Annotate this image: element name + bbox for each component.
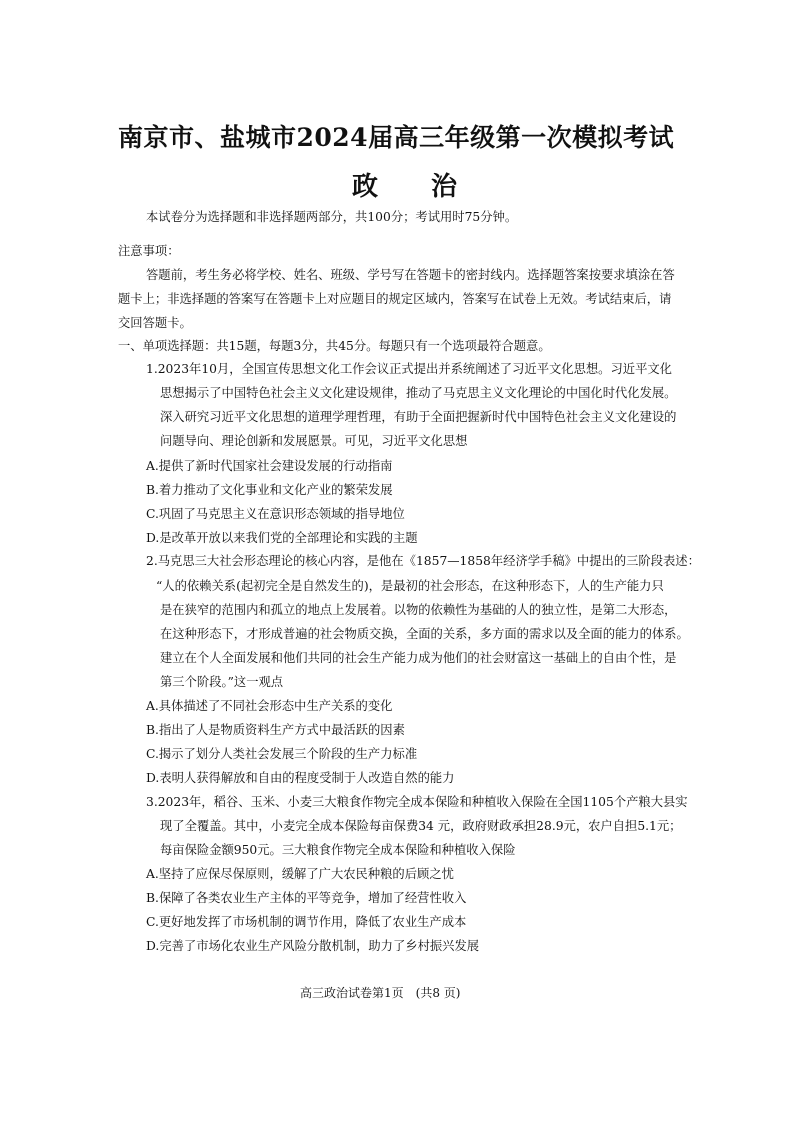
notice-line: 交回答题卡。 xyxy=(118,316,192,330)
subject-title: 政 治 xyxy=(352,172,480,202)
question-3-stem: 3.2023年，稻谷、玉米、小麦三大粮食作物完全成本保险和种植收入保险在全国1105个产粮大县实 xyxy=(146,795,688,809)
question-3-option-a: A.坚持了应保尽保原则，缓解了广大农民种粮的后顾之忧 xyxy=(146,867,454,881)
question-3-stem: 每亩保险金额950元。三大粮食作物完全成本保险和种植收入保险 xyxy=(160,843,516,857)
question-1-option-c: C.巩固了马克思主义在意识形态领域的指导地位 xyxy=(146,507,405,521)
question-3-option-c: C.更好地发挥了市场机制的调节作用，降低了农业生产成本 xyxy=(146,915,467,929)
question-2-stem: 在这种形态下，才形成普遍的社会物质交换，全面的关系，多方面的需求以及全面的能力的体系。 xyxy=(160,627,689,641)
question-1-option-a: A.提供了新时代国家社会建设发展的行动指南 xyxy=(146,459,393,473)
question-1-option-d: D.是改革开放以来我们党的全部理论和实践的主题 xyxy=(146,531,418,545)
question-2-option-d: D.表明人获得解放和自由的程度受制于人改造自然的能力 xyxy=(146,771,455,785)
notice-line: 答题前，考生务必将学校、姓名、班级、学号写在答题卡的密封线内。选择题答案按要求填涂在答 xyxy=(146,268,675,282)
notice-line: 题卡上；非选择题的答案写在答题卡上对应题目的规定区域内，答案写在试卷上无效。考试结束后，请 xyxy=(118,292,672,306)
question-3-option-b: B.保障了各类农业生产主体的平等竞争，增加了经营性收入 xyxy=(146,891,467,905)
exam-title: 南京市、盐城市2024届高三年级第一次模拟考试 xyxy=(118,123,675,152)
section-heading: 一、单项选择题：共15题，每题3分，共45分。每题只有一个选项最符合题意。 xyxy=(118,339,551,353)
question-2-option-a: A.具体描述了不同社会形态中生产关系的变化 xyxy=(146,699,393,713)
question-2-stem: 建立在个人全面发展和他们共同的社会生产能力成为他们的社会财富这一基础上的自由个性，是 xyxy=(160,651,677,665)
question-1-stem: 问题导向、理论创新和发展愿景。可见，习近平文化思想 xyxy=(160,434,468,448)
question-2-stem: 第三个阶段。”这一观点 xyxy=(160,675,284,689)
question-1-stem: 深入研究习近平文化思想的道理学理哲理，有助于全面把握新时代中国特色社会主义文化建设的 xyxy=(160,410,677,424)
question-2-option-b: B.指出了人是物质资料生产方式中最活跃的因素 xyxy=(146,723,405,737)
question-1-option-b: B.着力推动了文化事业和文化产业的繁荣发展 xyxy=(146,483,393,497)
intro-text: 本试卷分为选择题和非选择题两部分，共100分；考试用时75分钟。 xyxy=(146,210,518,224)
question-1-stem: 思想揭示了中国特色社会主义文化建设规律，推动了马克思主义文化理论的中国化时代化发展。 xyxy=(160,386,677,400)
question-2-stem: 2.马克思三大社会形态理论的核心内容，是他在《1857—1858年经济学手稿》中提出的三阶段表述： xyxy=(146,554,700,568)
page-footer: 高三政治试卷第1页 (共8 页) xyxy=(300,986,461,1000)
question-1-stem: 1.2023年10月，全国宣传思想文化工作会议正式提出并系统阐述了习近平文化思想。习近平文化 xyxy=(146,362,672,376)
question-3-option-d: D.完善了市场化农业生产风险分散机制，助力了乡村振兴发展 xyxy=(146,939,480,953)
notice-heading: 注意事项： xyxy=(118,244,180,258)
question-2-option-c: C.揭示了划分人类社会发展三个阶段的生产力标准 xyxy=(146,747,418,761)
question-3-stem: 现了全覆盖。其中，小麦完全成本保险每亩保费34 元，政府财政承担28.9元，农户自担5.1元； xyxy=(160,819,682,833)
question-2-stem: “人的依赖关系(起初完全是自然发生的)，是最初的社会形态，在这种形态下，人的生产能力只 xyxy=(156,579,664,593)
question-2-stem: 是在狭窄的范围内和孤立的地点上发展着。以物的依赖性为基础的人的独立性，是第二大形态， xyxy=(160,603,677,617)
